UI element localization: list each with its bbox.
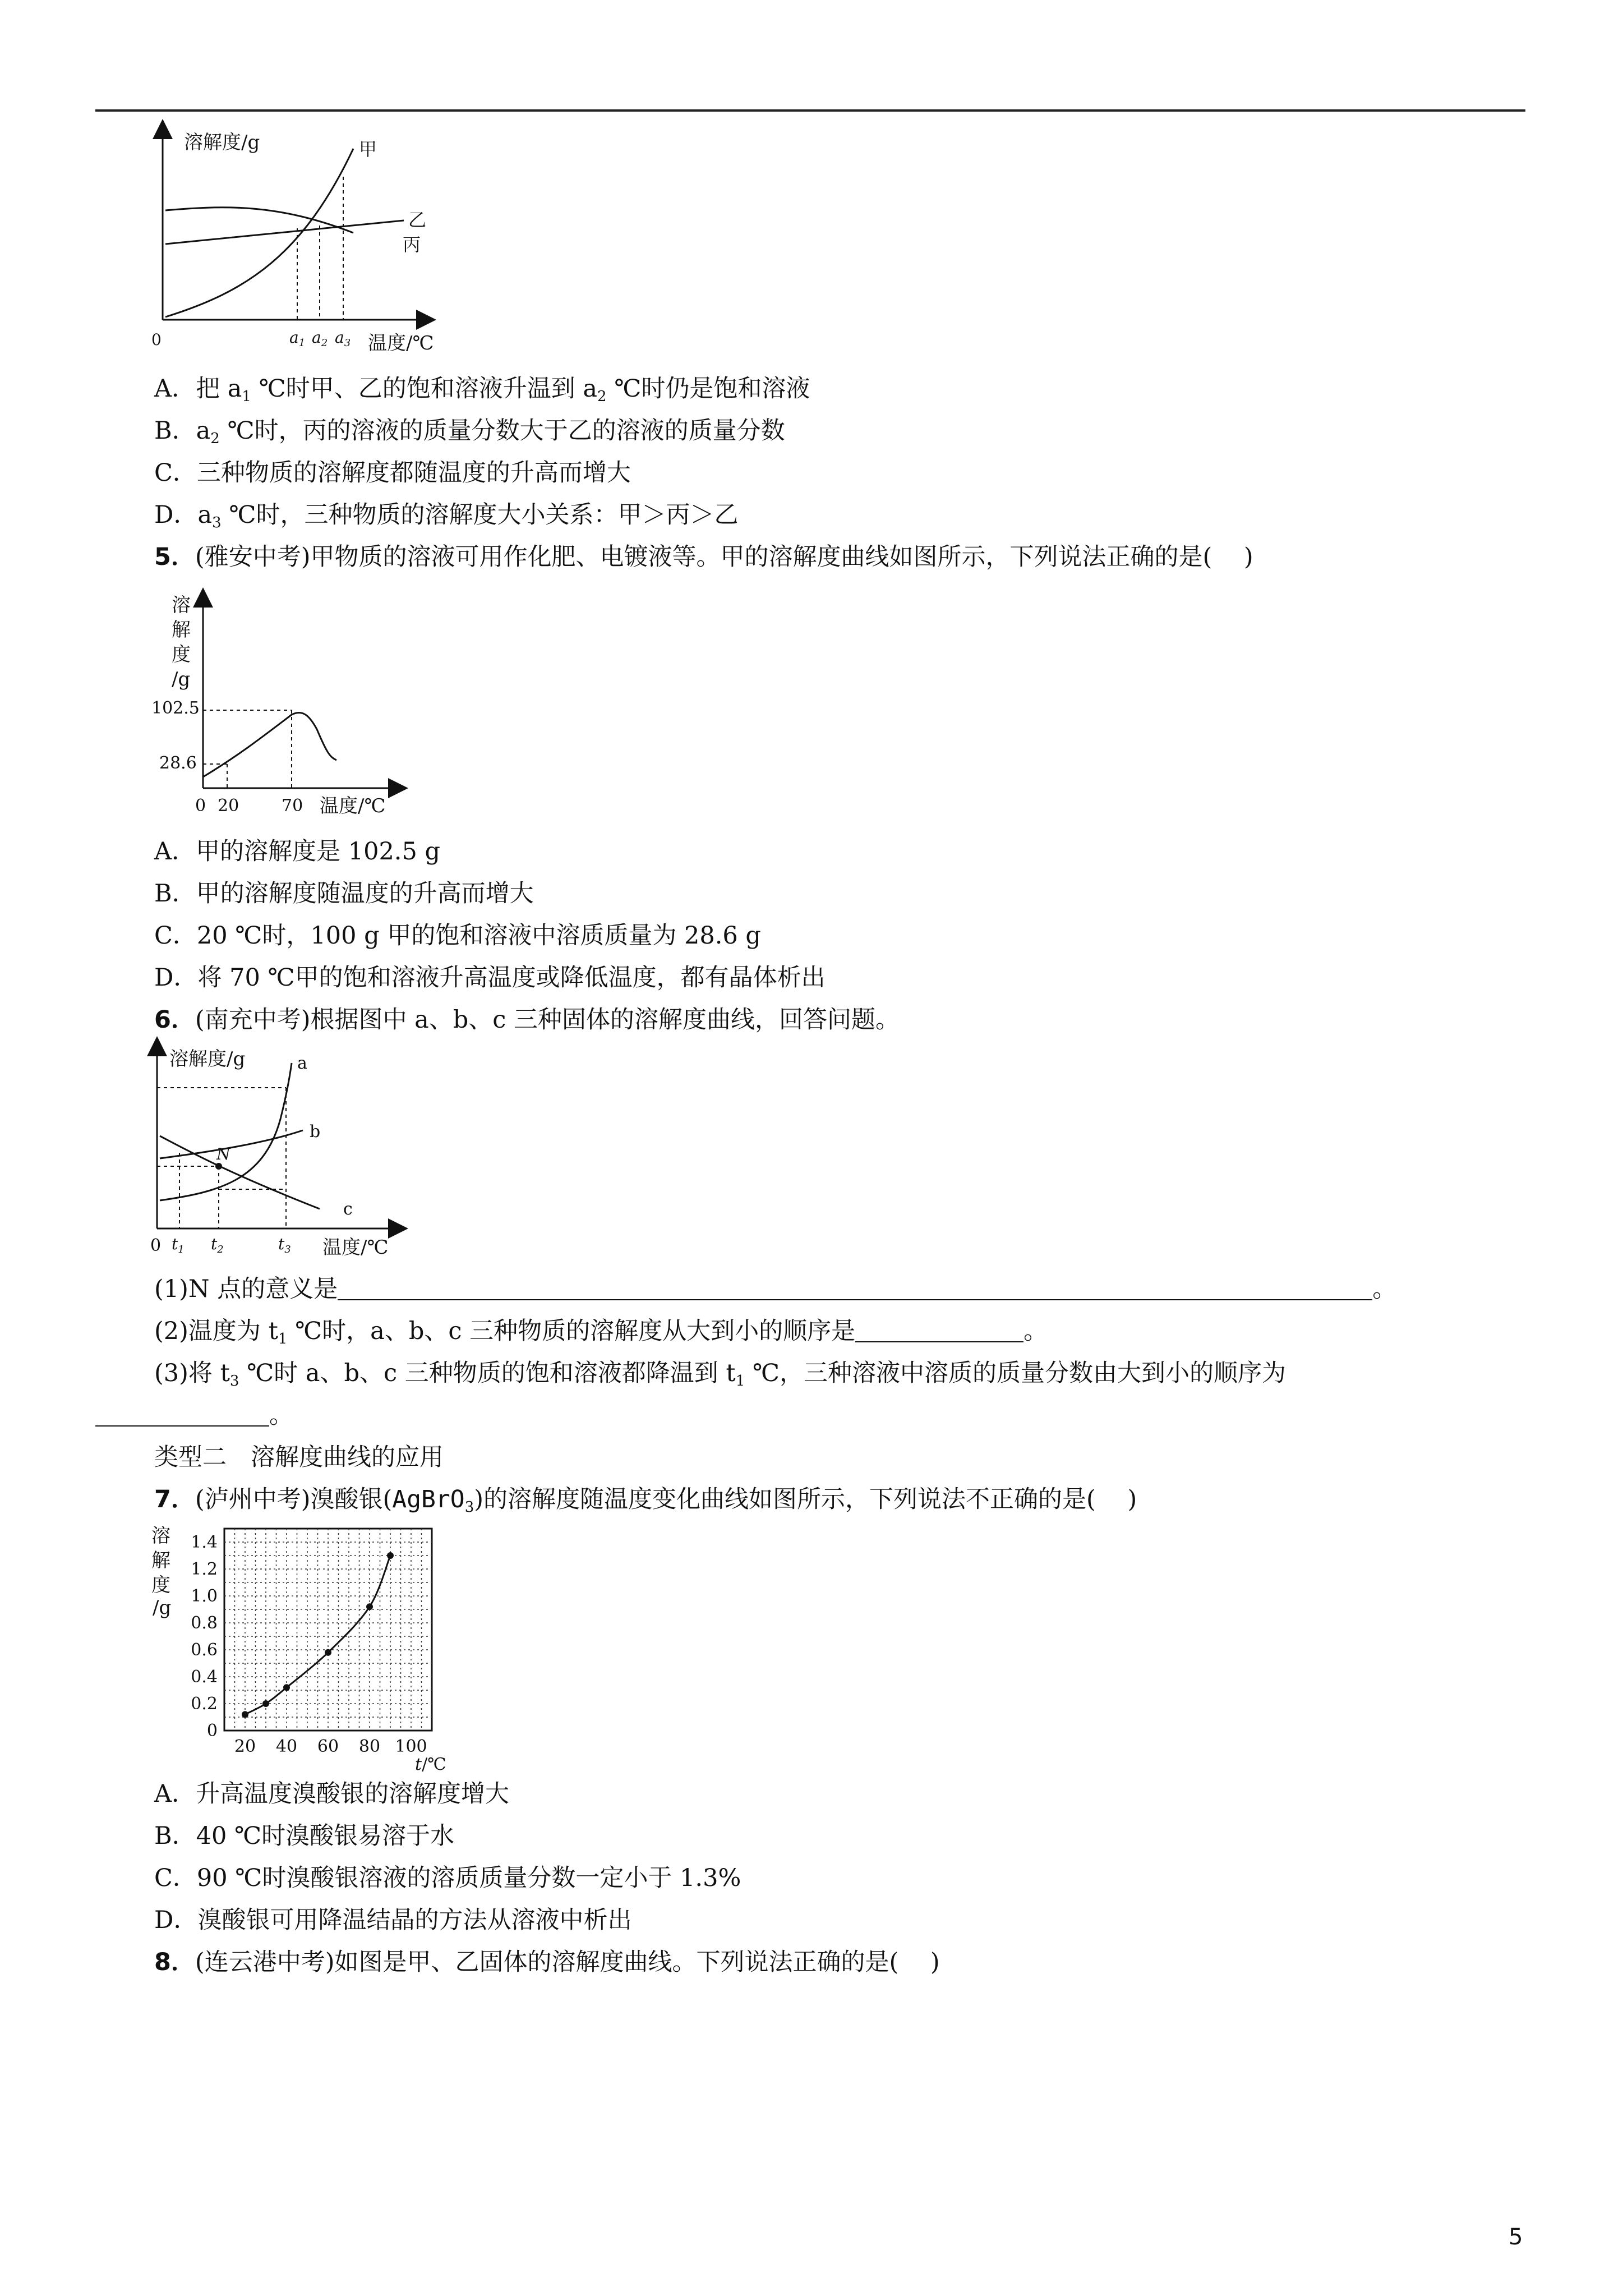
q5-xtick-70: 70 — [282, 796, 303, 816]
q6-curve-b — [160, 1130, 303, 1158]
q4-option-c: C．三种物质的溶解度都随温度的升高而增大 — [154, 459, 631, 487]
q6-sub3-cont: 。 — [95, 1400, 293, 1431]
header-rule — [95, 109, 1525, 112]
q7-xtick-label: 80 — [358, 1737, 381, 1756]
q7-data-point — [242, 1711, 248, 1718]
q5-option-a: A．甲的溶解度是 102.5 g — [154, 838, 441, 866]
q6-sub1: (1)N 点的意义是 。 — [154, 1275, 1397, 1303]
svg-text:/g: /g — [153, 1596, 172, 1619]
q5-stem: 5．(雅安中考)甲物质的溶液可用作化肥、电镀液等。甲的溶解度曲线如图所示，下列说法正确的是( ) — [154, 543, 1253, 571]
q7-ytick-label: 0.6 — [191, 1640, 218, 1660]
q5-y-title — [172, 594, 191, 691]
q7-xtick-label: 60 — [317, 1737, 339, 1756]
q6-sub3: (3)将 $t_3$ ℃时 a、b、c 三种物质的饱和溶液都降温到 $t_1$ ℃，三种溶液中溶质的质量分数由大到小的顺序为 — [154, 1359, 1287, 1389]
page-number: 5 — [1509, 2224, 1523, 2250]
svg-text:溶: 溶 — [172, 594, 191, 616]
q5-xtick-20: 20 — [218, 796, 239, 816]
q5-solubility-chart — [151, 589, 421, 825]
q6-sub1-blank[interactable] — [338, 1277, 1372, 1300]
q7-ytick-label: 0.8 — [191, 1613, 218, 1633]
q4-curve-bing — [165, 220, 404, 244]
svg-text:度: 度 — [151, 1574, 170, 1596]
q5-ytick-low: 28.6 — [159, 753, 197, 773]
section-title: 类型二 溶解度曲线的应用 — [154, 1443, 444, 1471]
q6-sub2-blank[interactable] — [855, 1319, 1023, 1342]
q7-option-b: B．40 ℃时溴酸银易溶于水 — [154, 1822, 455, 1850]
q4-solubility-chart — [135, 121, 449, 367]
q7-ytick-label: 1.0 — [191, 1586, 218, 1606]
q6-y-title: 溶解度/g — [169, 1048, 246, 1070]
q5-option-c: C．20 ℃时，100 g 甲的饱和溶液中溶质质量为 28.6 g — [154, 922, 761, 950]
q7-x-ticks — [234, 1737, 427, 1756]
svg-text:解: 解 — [151, 1549, 170, 1572]
q6-label-a: a — [297, 1053, 307, 1073]
q5-xtick-0: 0 — [195, 796, 206, 816]
q7-x-unit: t/℃ — [415, 1755, 446, 1774]
q6-label-b: b — [310, 1122, 321, 1142]
svg-text:度: 度 — [172, 643, 191, 666]
q6-label-c: c — [343, 1199, 353, 1219]
q7-y-title — [151, 1525, 171, 1619]
q6-x-title: 温度/℃ — [322, 1236, 389, 1259]
q7-data-point — [325, 1649, 331, 1656]
q6-solubility-chart — [135, 1041, 426, 1271]
q4-curve-jia — [165, 149, 353, 317]
q7-xtick-label: 40 — [275, 1737, 298, 1756]
q6-tick-t3: $t_3$ — [278, 1235, 291, 1255]
q4-x-title: 温度/℃ — [368, 332, 434, 355]
q6-sub2: (2)温度为 $t_1$ ℃时，a、b、c 三种物质的溶解度从大到小的顺序是 。 — [154, 1317, 1048, 1347]
svg-text:/g: /g — [172, 668, 191, 691]
q5-x-title: 温度/℃ — [320, 795, 386, 817]
q4-tick-a2: $a_2$ — [312, 328, 328, 349]
q7-solubility-chart — [151, 1523, 465, 1775]
q7-data-point — [262, 1700, 269, 1707]
q7-data-points — [242, 1552, 394, 1718]
q7-xtick-label: 100 — [395, 1737, 427, 1756]
q7-option-c: C．90 ℃时溴酸银溶液的溶质质量分数一定小于 1.3% — [154, 1864, 741, 1892]
q7-option-d: D．溴酸银可用降温结晶的方法从溶液中析出 — [154, 1906, 632, 1934]
q6-tick-t2: $t_2$ — [211, 1235, 224, 1255]
q4-label-jia: 甲 — [359, 139, 377, 160]
q7-option-a: A．升高温度溴酸银的溶解度增大 — [154, 1780, 510, 1808]
q4-tick-a3: $a_3$ — [335, 328, 351, 349]
q6-point-n-label: N — [216, 1145, 230, 1163]
svg-text:溶: 溶 — [151, 1525, 170, 1547]
q7-ytick-label: 1.4 — [191, 1533, 218, 1552]
q7-data-point — [387, 1552, 394, 1559]
q5-option-b: B．甲的溶解度随温度的升高而增大 — [154, 880, 534, 908]
q7-grid — [224, 1529, 432, 1731]
svg-text:解: 解 — [172, 619, 191, 641]
q4-option-d: D．$a_3$ ℃时，三种物质的溶解度大小关系：甲＞丙＞乙 — [154, 501, 739, 531]
q4-label-bing: 丙 — [403, 234, 421, 255]
q6-curve-c — [160, 1136, 320, 1209]
q7-ytick-label: 0 — [206, 1721, 218, 1741]
q6-tick-t1: $t_1$ — [172, 1235, 185, 1255]
q7-data-point — [283, 1684, 290, 1691]
q5-curve — [203, 712, 336, 777]
q6-stem: 6．(南充中考)根据图中 a、b、c 三种固体的溶解度曲线，回答问题。 — [154, 1006, 900, 1034]
q7-y-ticks — [191, 1533, 218, 1741]
q4-option-b: B．$a_2$ ℃时，丙的溶液的质量分数大于乙的溶液的质量分数 — [154, 417, 785, 447]
q8-stem: 8．(连云港中考)如图是甲、乙固体的溶解度曲线。下列说法正确的是( ) — [154, 1948, 940, 1976]
q4-label-yi: 乙 — [408, 209, 427, 231]
q4-tick-a1: $a_1$ — [289, 328, 306, 349]
q7-xtick-label: 20 — [234, 1737, 256, 1756]
q7-stem: 7．(泸州中考)溴酸银(AgBrO$_3$)的溶解度随温度变化曲线如图所示，下列说法不正确的是( ) — [154, 1485, 1137, 1516]
q7-ytick-label: 1.2 — [191, 1559, 218, 1579]
q5-option-d: D．将 70 ℃甲的饱和溶液升高温度或降低温度，都有晶体析出 — [154, 964, 826, 992]
q7-ytick-label: 0.4 — [191, 1667, 218, 1687]
q7-data-point — [366, 1603, 373, 1610]
q6-sub3-blank[interactable] — [95, 1403, 269, 1427]
q6-point-n — [215, 1163, 222, 1170]
q4-origin: 0 — [151, 330, 162, 349]
q6-origin: 0 — [150, 1236, 162, 1255]
q4-y-title: 溶解度/g — [184, 131, 260, 154]
q4-option-a: A．把 $a_1$ ℃时甲、乙的饱和溶液升温到 $a_2$ ℃时仍是饱和溶液 — [154, 375, 810, 405]
q5-ytick-high: 102.5 — [151, 698, 200, 718]
q7-ytick-label: 0.2 — [191, 1694, 218, 1714]
